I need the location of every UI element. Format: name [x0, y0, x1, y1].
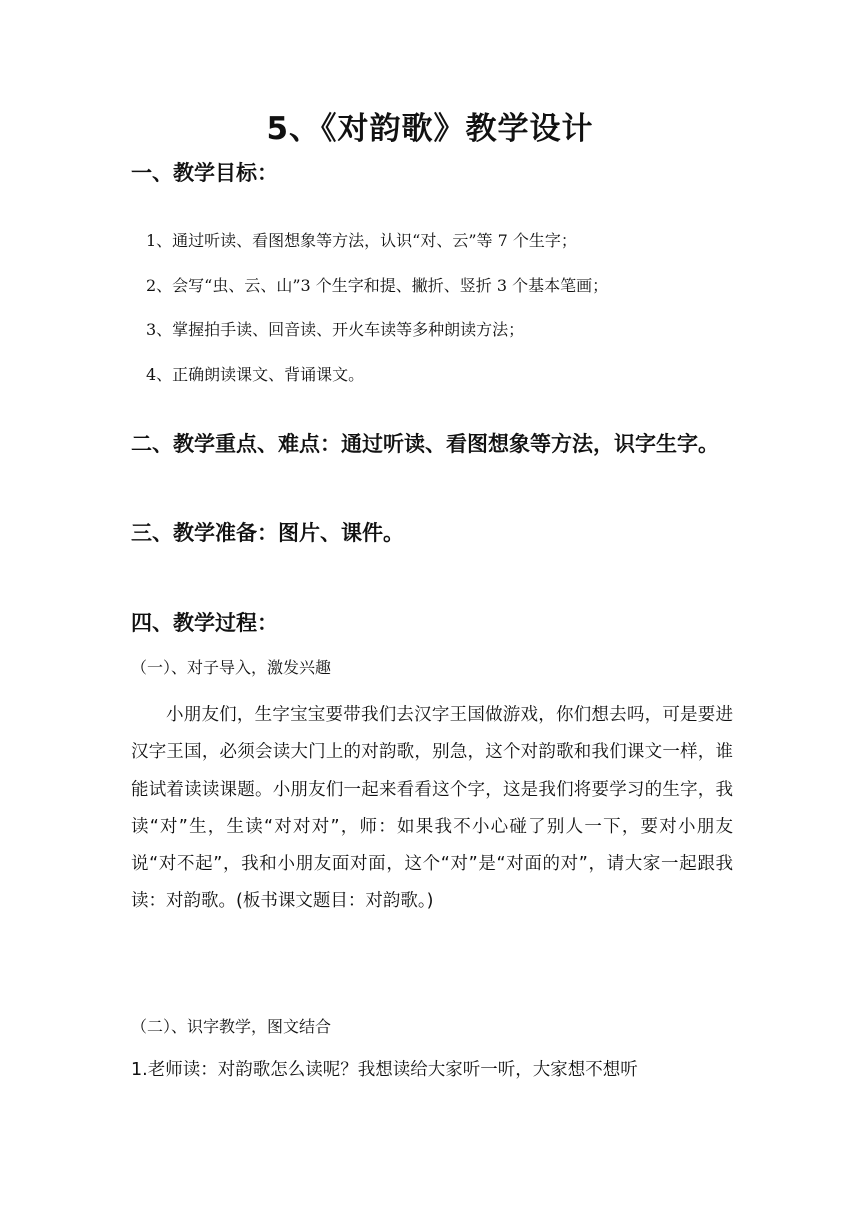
objective-item-4: 4、正确朗读课文、背诵课文。	[146, 365, 365, 384]
section-heading-preparation: 三、教学准备：图片、课件。	[131, 521, 404, 545]
step-2-item-1: 1.老师读：对韵歌怎么读呢？我想读给大家听一听，大家想不想听	[131, 1060, 638, 1080]
step-1-paragraph: 小朋友们，生字宝宝要带我们去汉字王国做游戏，你们想去吗，可是要进汉字王国，必须会读大门上的对韵歌，别急，这个对韵歌和我们课文一样，谁能试着读读课题。小朋友们一起来看看这个字，这是我们将要学习的生字，我读“对”生，生读“对对对”，师：如果我不小心碰了别人一下，要对小朋友说“对不起”，我和小朋友面对面，这个“对”是“对面的对”，请大家一起跟我读：对韵歌。(板书课文题目：对韵歌。)	[131, 705, 733, 912]
objective-item-3: 3、掌握拍手读、回音读、开火车读等多种朗读方法；	[146, 320, 525, 339]
step-heading-2: （二）、识字教学，图文结合	[131, 1017, 332, 1036]
section-heading-objectives: 一、教学目标：	[131, 161, 278, 185]
objective-item-2: 2、会写“虫、云、山”3 个生字和提、撇折、竖折 3 个基本笔画；	[146, 276, 609, 295]
section-heading-key-points: 二、教学重点、难点：通过听读、看图想象等方法，识字生字。	[131, 432, 719, 456]
section-heading-process: 四、教学过程：	[131, 611, 278, 635]
step-heading-1: （一）、对子导入，激发兴趣	[131, 658, 332, 677]
objective-item-1: 1、通过听读、看图想象等方法，认识“对、云”等 7 个生字；	[146, 231, 577, 250]
document-title: 5、《对韵歌》教学设计	[266, 111, 594, 147]
